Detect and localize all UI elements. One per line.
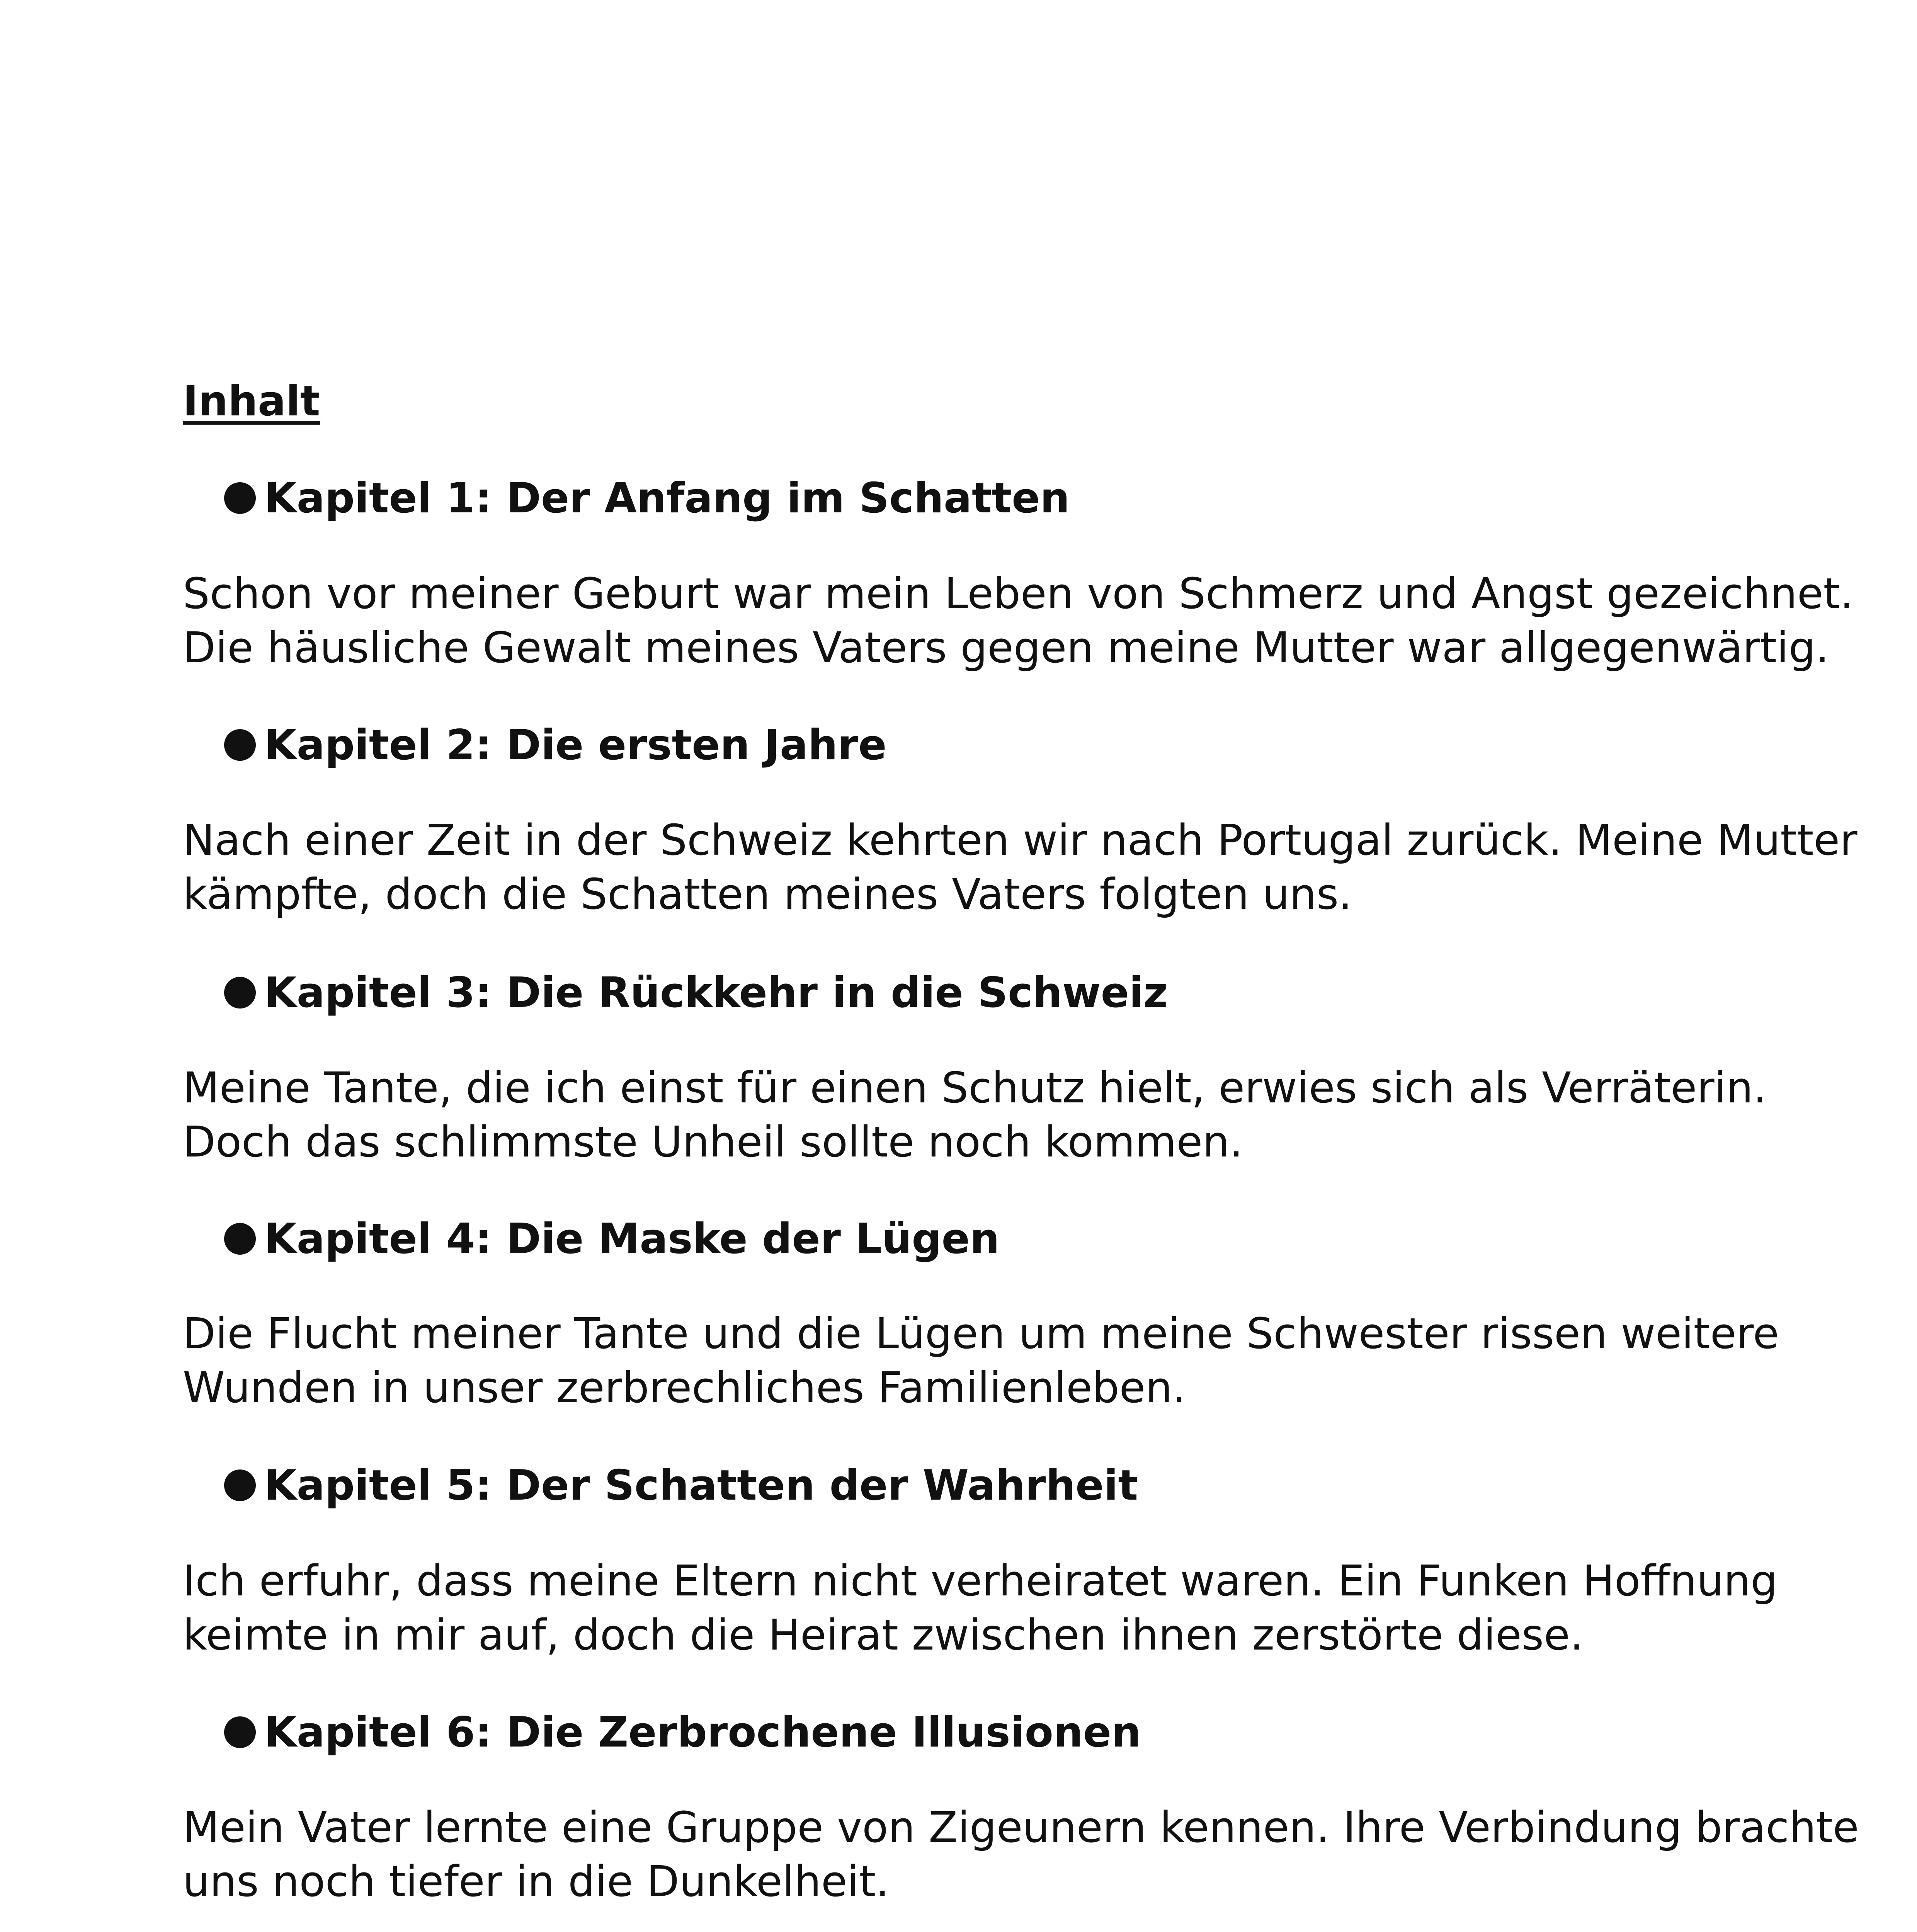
bullet-icon [224,1223,256,1255]
chapter-summary [183,1800,1859,1908]
bullet-icon [224,482,256,514]
summary-line: Doch das schlimmste Unheil sollte noch kommen. [183,1117,1243,1167]
summary-line: Ich erfuhr, dass meine Eltern nicht verheiratet waren. Ein Funken Hoffnung [183,1556,1778,1605]
chapter-summary [183,813,1857,921]
chapter-title-text: Kapitel 2: Die ersten Jahre [264,721,887,769]
bullet-icon [224,977,256,1009]
chapter-title [224,969,1168,1017]
chapter-summary [183,1306,1779,1415]
summary-line: Meine Tante, die ich einst für einen Schutz hielt, erwies sich als Verräterin. [183,1063,1767,1112]
chapter-title-text: Kapitel 1: Der Anfang im Schatten [264,474,1070,522]
summary-line: Schon vor meiner Geburt war mein Leben von Schmerz und Angst gezeichnet. [183,569,1854,618]
summary-line: Die Flucht meiner Tante und die Lügen um meine Schwester rissen weitere [183,1309,1779,1358]
summary-line: Mein Vater lernte eine Gruppe von Zigeunern kennen. Ihre Verbindung brachte [183,1803,1859,1852]
chapter-title-text: Kapitel 6: Die Zerbrochene Illusionen [264,1708,1141,1757]
chapter-title-text: Kapitel 3: Die Rückkehr in die Schweiz [264,969,1168,1017]
summary-line: Wunden in unser zerbrechliches Familienleben. [183,1363,1186,1412]
summary-line: kämpfte, doch die Schatten meines Vaters folgten uns. [183,869,1352,919]
chapter-title [224,1708,1141,1757]
page-heading: Inhalt [183,377,320,425]
summary-line: Die häusliche Gewalt meines Vaters gegen meine Mutter war allgegenwärtig. [183,623,1829,672]
summary-line: keimte in mir auf, doch die Heirat zwischen ihnen zerstörte diese. [183,1610,1584,1660]
summary-line: uns noch tiefer in die Dunkelheit. [183,1857,890,1906]
chapter-title [224,474,1070,522]
chapter-summary [183,1554,1778,1662]
chapter-summary [183,1061,1767,1169]
bullet-icon [224,729,256,761]
bullet-icon [224,1469,256,1501]
chapter-title [224,1461,1138,1510]
chapter-title [224,721,887,769]
chapter-title-text: Kapitel 5: Der Schatten der Wahrheit [264,1461,1138,1510]
summary-line: Nach einer Zeit in der Schweiz kehrten wir nach Portugal zurück. Meine Mutter [183,815,1857,865]
chapter-title [224,1215,1000,1263]
chapter-summary [183,566,1854,675]
chapter-title-text: Kapitel 4: Die Maske der Lügen [264,1215,1000,1263]
bullet-icon [224,1716,256,1748]
